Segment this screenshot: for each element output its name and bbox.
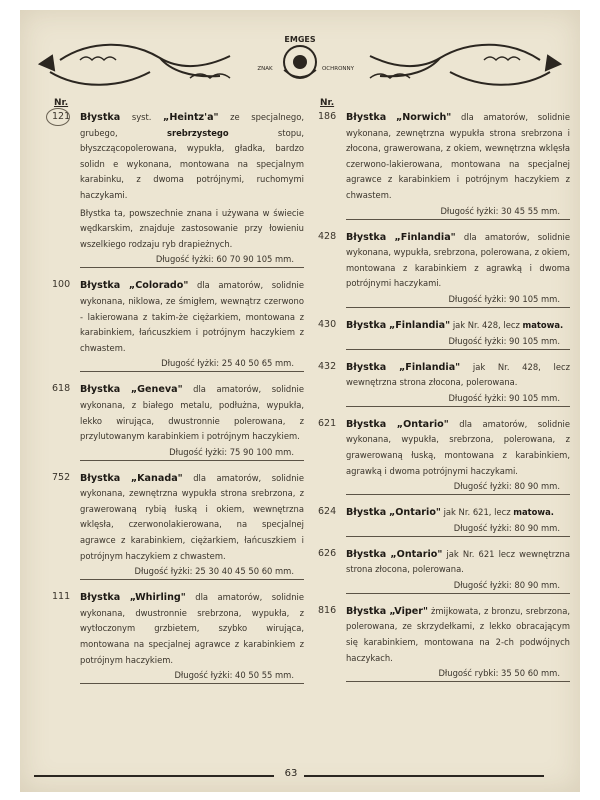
- entry-number: 186: [318, 111, 337, 122]
- product-text: dla amatorów, solidnie wykonana, niklowa, ze śmigłem, wewnątrz czerwono - lakierowana z takim-że ciężarkiem, montowana z karabinkiem, łańcuszkiem i potrójnym haczykiem z chwastem.: [80, 280, 304, 353]
- size-line: Długość łyżki: 30 45 55 mm.: [346, 204, 570, 220]
- size-line: Długość łyżki: 90 105 mm.: [346, 391, 570, 407]
- left-column: [54, 98, 304, 694]
- product-text: żmijkowata, z bronzu, srebrzona, polerowana, ze skrzydełkami, z lekko obracającym się karabinkiem, montowana na 2-ch podwójnych haczykach.: [346, 605, 570, 663]
- product-text: jak Nr. 428, lecz: [450, 319, 523, 330]
- circled-number-mark: [46, 108, 70, 126]
- entry-description: [80, 278, 304, 356]
- size-line: Długość łyżki: 25 30 40 45 50 60 mm.: [80, 564, 304, 580]
- catalog-entry: [320, 230, 570, 308]
- entry-number: 111: [52, 591, 71, 603]
- entry-number: 621: [318, 417, 337, 429]
- product-type: Błystka: [346, 605, 387, 617]
- entry-number: 626: [318, 547, 337, 559]
- entry-description: [346, 417, 570, 479]
- emblem-top-text: EMGES: [284, 35, 316, 44]
- product-type: Błystka: [346, 112, 387, 123]
- product-title: „Geneva": [130, 384, 183, 396]
- emblem-left-text: ZNAK: [257, 66, 273, 72]
- product-title: „Norwich": [395, 112, 452, 123]
- entry-description: [346, 110, 570, 204]
- product-type: Błystka: [80, 112, 121, 123]
- entry-description: [346, 505, 570, 521]
- catalog-entry: [320, 505, 570, 537]
- product-type: Błystka: [80, 384, 121, 396]
- product-title: „Ontario": [390, 548, 443, 560]
- product-title: „Finlandia": [398, 361, 461, 373]
- product-text: dla amatorów, solidnie wykonana, wypukła, srebrzona, polerowana, z grawerowaną łuską, montowana z karabinkiem, agrawką i dwoma potrójnymi haczykami.: [346, 418, 570, 476]
- entry-number: 430: [318, 318, 337, 330]
- product-type: Błystka: [346, 231, 387, 243]
- entry-description: [80, 382, 304, 444]
- product-title: „Finlandia": [388, 319, 451, 331]
- entry-number: 816: [318, 604, 337, 616]
- size-line: Długość łyżki: 75 90 100 mm.: [80, 445, 304, 461]
- nr-header: Nr.: [54, 98, 69, 108]
- size-line: Długość rybki: 35 50 60 mm.: [346, 666, 570, 682]
- product-text: jak Nr. 621, lecz: [440, 507, 514, 518]
- catalog-entry: [320, 360, 570, 407]
- entry-description: [346, 360, 570, 391]
- size-line: Długość łyżki: 80 90 mm.: [346, 479, 570, 495]
- size-line: Długość łyżki: 90 105 mm.: [346, 292, 570, 308]
- entry-number: 428: [318, 230, 337, 242]
- product-bold-text: srebrzystego: [166, 127, 229, 138]
- catalog-entry: [320, 547, 570, 594]
- product-title: „Heintz'a": [163, 112, 219, 123]
- entry-description: [346, 547, 570, 578]
- product-text: ze specjalnego, grubego,: [80, 112, 304, 138]
- product-text: dla amatorów, solidnie wykonana, zewnętrzna wypukła strona srebrzona, z grawerowaną rybią łuską i okiem, wewnętrzna wklęsła, czerwonolakierowana, na specjalnej agrawce z karabinkiem, ciężarkiem, łańcuszkiem i potrójnym haczykiem z chwastem.: [80, 472, 304, 561]
- product-title: „Finlandia": [394, 231, 456, 243]
- product-type: Błystka: [346, 361, 387, 373]
- entry-number: 100: [52, 279, 71, 291]
- product-type: Błystka: [346, 418, 387, 430]
- entry-number: 624: [318, 506, 337, 518]
- catalog-entry: [54, 278, 304, 372]
- footer-rule-left: [34, 775, 274, 777]
- product-text: dla amatorów, solidnie wykonana, zewnętrzna wypukła strona srebrzona i złocona, grawerowana, z okiem, wewnętrzna wklęsła czerwono-lakierowana, montowana na specjalnej agrawce z karabinkiem i potrójnym haczykiem z chwastem.: [346, 112, 571, 200]
- footer-rule-right: [304, 775, 544, 777]
- product-text: dla amatorów, solidnie wykonana, dwustronnie srebrzona, wypukła, z wytłoczonym grzbietem, szybko wirująca, montowana na specjalnej agrawce z karabinkiem z potrójnym haczykiem.: [80, 592, 305, 665]
- product-type: Błystka: [80, 472, 121, 484]
- entry-number: 752: [52, 471, 71, 483]
- catalog-entry: [54, 110, 304, 268]
- product-title: „Ontario": [388, 507, 441, 519]
- product-type: Błystka: [346, 548, 387, 560]
- product-text: dla amatorów, solidnie wykonana, wypukła, srebrzona, polerowana, z okiem, montowana z karabinkiem z agrawką i dwoma potrójnymi haczykami.: [346, 231, 571, 289]
- emblem-right-text: OCHRONNY: [321, 66, 355, 72]
- catalog-entry: [320, 417, 570, 495]
- product-title: „Colorado": [128, 280, 189, 292]
- product-type: Błystka: [80, 592, 121, 604]
- catalog-entry: [320, 604, 570, 682]
- entry-description: [346, 318, 570, 334]
- product-type: Błystka: [346, 319, 387, 331]
- product-extra-paragraph: Błystka ta, powszechnie znana i używana w świecie wędkarskim, znajduje zastosowanie przy łowieniu wszelkiego rodzaju ryb drapieżnych.: [80, 207, 304, 249]
- decorative-header-emblem: [20, 30, 580, 100]
- size-line: Długość łyżki: 80 90 mm.: [346, 521, 570, 537]
- product-text: dla amatorów, solidnie wykonana, z białego metalu, podłużna, wypukła, lekko wirująca, dwustronnie polerowana, z przylutowanym karabinkiem i potrójnym haczykiem.: [80, 384, 304, 442]
- catalog-page: [20, 10, 580, 792]
- page-number: 63: [284, 768, 298, 779]
- product-title: „Viper": [389, 605, 428, 617]
- entry-number: 432: [318, 360, 337, 372]
- entry-description: [346, 230, 570, 292]
- product-type: Błystka: [80, 280, 121, 292]
- product-text: jak Nr. 621 lecz wewnętrzna strona złocona, polerowana.: [346, 548, 571, 575]
- size-line: Długość łyżki: 25 40 50 65 mm.: [80, 356, 304, 372]
- entry-description: [346, 604, 570, 666]
- product-bold-text: matowa.: [513, 507, 554, 518]
- catalog-entry: [54, 471, 304, 581]
- product-bold-text: matowa.: [522, 319, 564, 330]
- product-prefix: syst.: [120, 112, 164, 122]
- size-line: Długość łyżki: 80 90 mm.: [346, 578, 570, 594]
- entry-description: [80, 590, 304, 668]
- entry-number: 618: [52, 383, 71, 395]
- product-type: Błystka: [346, 507, 387, 519]
- catalog-entry: [320, 110, 570, 220]
- catalog-entry: [54, 382, 304, 460]
- product-text-continued: stopu, błyszczącopolerowana, wypukła, gładka, bardzo solidn e wykonana, montowana na specjalnym karabinku, z dwoma potrójnymi, ruchomymi haczykami.: [80, 127, 304, 200]
- size-line: Długość łyżki: 60 70 90 105 mm.: [80, 252, 304, 268]
- catalog-entry: [54, 590, 304, 684]
- entry-description: [80, 471, 304, 565]
- product-title: „Kanada": [130, 472, 183, 484]
- product-text: jak Nr. 428, lecz wewnętrzna strona złocona, polerowana.: [346, 361, 570, 388]
- entry-description: [80, 110, 304, 204]
- product-title: „Whirling": [129, 592, 186, 604]
- size-line: Długość łyżki: 40 50 55 mm.: [80, 668, 304, 684]
- nr-header: Nr.: [320, 98, 335, 108]
- product-title: „Ontario": [396, 418, 449, 430]
- right-column: [320, 98, 570, 692]
- entry-number: 121: [52, 111, 76, 122]
- pike-fish-ornament-icon: [20, 30, 580, 100]
- size-line: Długość łyżki: 90 105 mm.: [346, 334, 570, 350]
- catalog-entry: [320, 318, 570, 350]
